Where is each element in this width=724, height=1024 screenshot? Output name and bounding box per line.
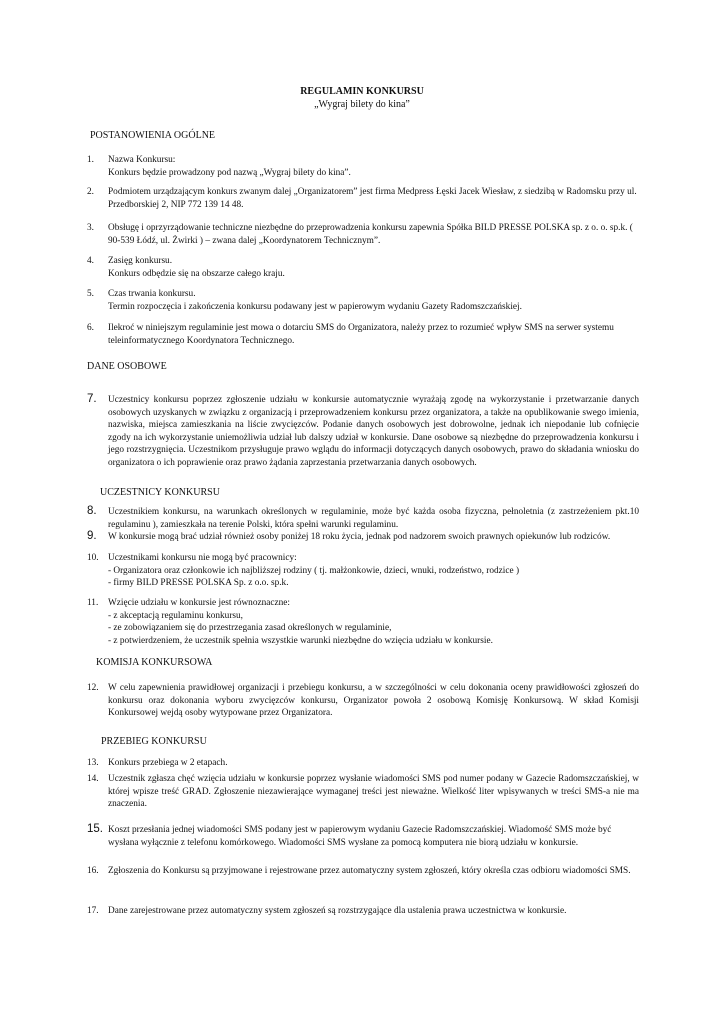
- clause-number: 6.: [87, 323, 94, 333]
- clause-text: - z potwierdzeniem, że uczestnik spełnia wszystkie warunki niezbędne do wzięcia udziału w konkursie.: [108, 635, 493, 646]
- clause-5: [87, 288, 639, 313]
- clause-text: Czas trwania konkursu.: [108, 289, 196, 299]
- clause-text: Termin rozpoczęcia i zakończenia konkursu podawany jest w papierowym wydaniu Gazety Radomszczańskiej.: [108, 301, 522, 312]
- clause-1: [87, 154, 639, 179]
- clause-4: [87, 255, 639, 280]
- clause-9: [87, 531, 639, 544]
- clause-13: [87, 757, 639, 770]
- clause-8: [87, 506, 639, 531]
- clause-16: [87, 865, 639, 878]
- section-heading-course: PRZEBIEG KONKURSU: [101, 736, 207, 747]
- clause-number: 2.: [87, 187, 94, 197]
- clause-17: [87, 905, 639, 918]
- clause-text: Konkurs przebiega w 2 etapach.: [108, 758, 228, 768]
- clause-number: 7.: [87, 393, 97, 405]
- clause-text: Konkurs będzie prowadzony pod nazwą „Wygraj bilety do kina”.: [108, 167, 351, 178]
- clause-text: - firmy BILD PRESSE POLSKA Sp. z o.o. sp.k.: [108, 578, 289, 588]
- section-heading-personal-data: DANE OSOBOWE: [87, 361, 167, 372]
- clause-number: 9.: [87, 530, 97, 542]
- clause-number: 4.: [87, 256, 94, 266]
- clause-7: [87, 394, 639, 469]
- clause-14: [87, 773, 639, 811]
- clause-text: - z akceptacją regulaminu konkursu,: [108, 610, 244, 621]
- clause-text: Uczestnik zgłasza chęć wzięcia udziału w konkursie poprzez wysłanie wiadomości SMS pod numer podany w Gazecie Radomszczańskiej, w której wpisze treść GRAD. Zgłoszenie niezawierające wymaganej treści jest nieważne. Wielkość liter wpisywanych w treści SMS-a nie ma znaczenia.: [108, 774, 639, 809]
- clause-text: - Organizatora oraz członkowie ich najbliższej rodziny ( tj. małżonkowie, dzieci, wnuki, rodzeństwo, rodzice ): [108, 565, 520, 576]
- clause-text: Ilekroć w niniejszym regulaminie jest mowa o dotarciu SMS do Organizatora, należy przez to rozumieć wpływ SMS na serwer systemu teleinformatycznego Koordynatora Technicznego.: [108, 323, 614, 346]
- section-heading-commission: KOMISJA KONKURSOWA: [96, 657, 213, 668]
- clause-text: Zgłoszenia do Konkursu są przyjmowane i rejestrowane przez automatyczny system zgłoszeń, który określa czas odbioru wiadomości SMS.: [108, 866, 631, 876]
- clause-number: 3.: [87, 223, 94, 233]
- clause-11: [87, 597, 639, 647]
- clause-text: Podmiotem urządzającym konkurs zwanym dalej „Organizatorem” jest firma Medpress Łęski Jacek Wiesław, z siedzibą w Radomsku przy ul. Przedborskiej 2, NIP 772 139 14 48.: [108, 187, 637, 210]
- clause-text: Nazwa Konkursu:: [108, 155, 176, 165]
- clause-number: 17.: [87, 906, 99, 916]
- clause-text: Konkurs odbędzie się na obszarze całego kraju.: [108, 268, 285, 279]
- clause-text: Wzięcie udziału w konkursie jest równoznaczne:: [108, 598, 290, 608]
- clause-text: Obsługę i oprzyrządowanie techniczne niezbędne do przeprowadzenia konkursu zapewnia Spółka BILD PRESSE POLSKA sp. z o. o. sp.k. ( 90-539 Łódź, ul. Żwirki ) – zwana dalej „Koordynatorem Technicznym”.: [108, 223, 633, 246]
- clause-text: Zasięg konkursu.: [108, 256, 173, 266]
- clause-text: - ze zobowiązaniem się do przestrzegania zasad określonych w regulaminie,: [108, 623, 392, 633]
- clause-number: 12.: [87, 683, 99, 693]
- clause-15: [87, 824, 639, 849]
- clause-number: 5.: [87, 289, 94, 299]
- clause-2: [87, 186, 639, 211]
- section-heading-general: POSTANOWIENIA OGÓLNE: [90, 130, 216, 141]
- clause-text: Dane zarejestrowane przez automatyczny system zgłoszeń są rozstrzygające dla ustalenia prawa uczestnictwa w konkursie.: [108, 906, 567, 916]
- clause-text: Uczestnicy konkursu poprzez zgłoszenie udziału w konkursie automatycznie wyrażają zgodę na wykorzystanie i przetwarzanie danych osobowych uzyskanych w związku z organizacją i przeprowadzeniem konkursu przez organizatora, a także na opublikowanie swego imienia, nazwiska, miejsca zamieszkania na liście zwycięzców. Podanie danych osobowych jest dobrowolne, jednak ich niepodanie lub cofnięcie zgody na ich wykorzystanie uniemożliwia udział lub dalszy udział w konkursie. Dane osobowe są niezbędne do przeprowadzenia konkursu i jego rozstrzygnięcia. Uczestnikom przysługuje prawo wglądu do informacji dotyczących danych osobowych, prawo do składania wniosku do organizatora o ich poprawienie oraz prawo żądania zaprzestania przetwarzania danych osobowych.: [108, 395, 639, 468]
- clause-10: [87, 552, 639, 590]
- clause-number: 14.: [87, 774, 99, 784]
- document-title: REGULAMIN KONKURSU: [300, 86, 424, 97]
- clause-text: W celu zapewnienia prawidłowej organizacji i przebiegu konkursu, a w szczególności w celu dokonania oceny prawidłowości zgłoszeń do konkursu oraz dokonania wyboru zwycięzców konkursu, Organizator powoła 2 osobową Komisję Konkursową. W skład Komisji Konkursowej wejdą osoby wytypowane przez Organizatora.: [108, 683, 639, 718]
- clause-number: 13.: [87, 758, 99, 768]
- clause-text: W konkursie mogą brać udział również osoby poniżej 18 roku życia, jednak pod nadzorem swoich prawnych opiekunów lub rodziców.: [108, 532, 611, 542]
- clause-number: 15.: [87, 823, 103, 835]
- clause-12: [87, 682, 639, 720]
- clause-number: 16.: [87, 866, 99, 876]
- document-subtitle: „Wygraj bilety do kina”: [314, 99, 410, 110]
- clause-text: Koszt przesłania jednej wiadomości SMS podany jest w papierowym wydaniu Gazecie Radomszczańskiej. Wiadomość SMS może być wysłana wyłącznie z telefonu komórkowego. Wiadomości SMS wysłane za pomocą komputera nie biorą udziału w konkursie.: [108, 825, 612, 848]
- clause-3: [87, 222, 639, 247]
- clause-number: 10.: [87, 553, 99, 563]
- clause-text: Uczestnikami konkursu nie mogą być pracownicy:: [108, 553, 297, 563]
- clause-number: 11.: [87, 598, 99, 608]
- clause-number: 8.: [87, 505, 97, 517]
- clause-6: [87, 322, 639, 347]
- clause-text: Uczestnikiem konkursu, na warunkach określonych w regulaminie, może być każda osoba fizyczna, pełnoletnia (z zastrzeżeniem pkt.10 regulaminu ), zamieszkała na terenie Polski, która spełni warunki regulaminu.: [108, 507, 639, 530]
- section-heading-participants: UCZESTNICY KONKURSU: [100, 487, 220, 498]
- clause-number: 1.: [87, 155, 94, 165]
